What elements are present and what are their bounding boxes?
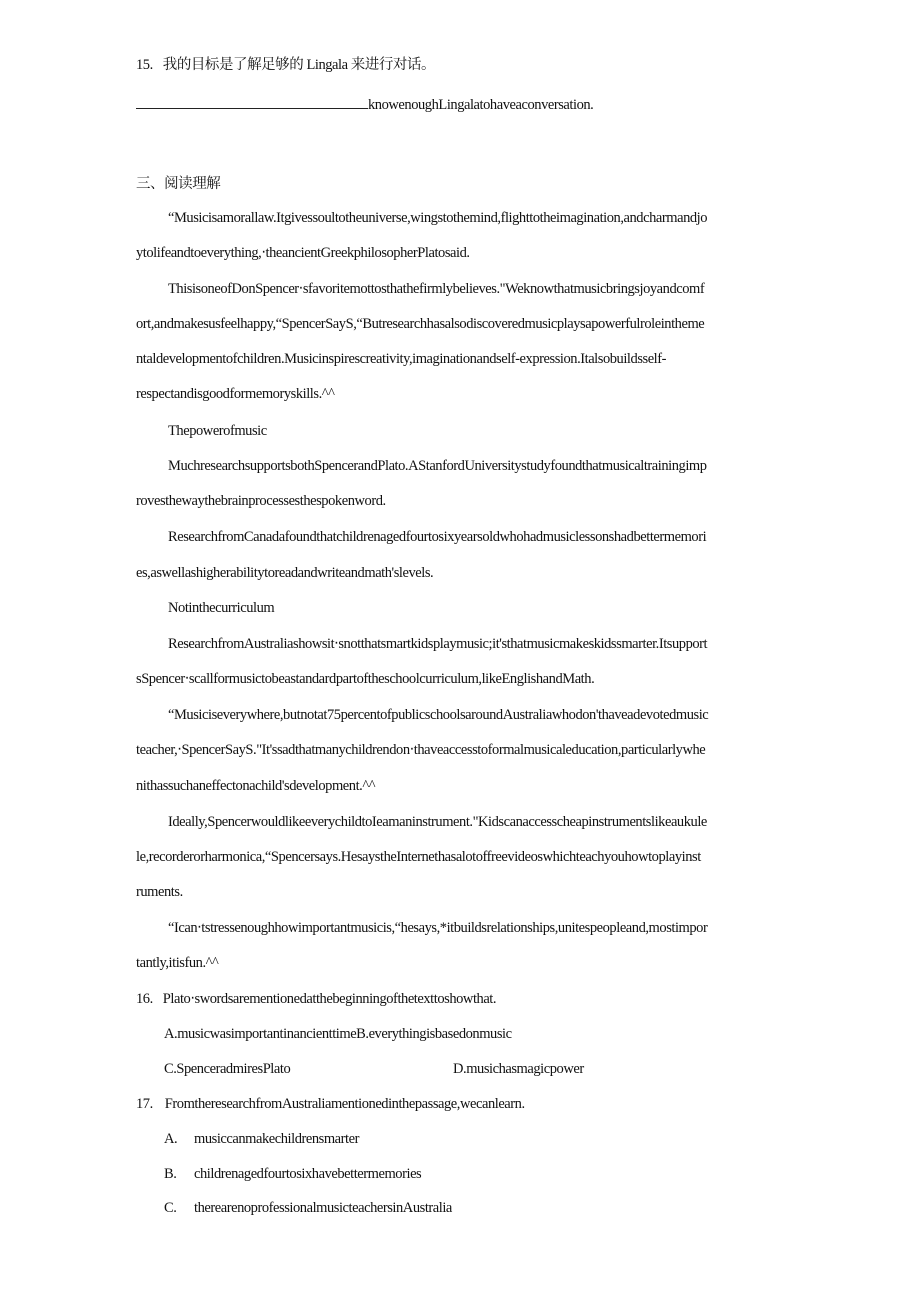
question-text: FromtheresearchfromAustraliamentionedinthepassage,wecanlearn. xyxy=(164,1096,525,1112)
passage-line: “Musiciseverywhere,butnotat75percentofpublicschoolsaroundAustraliawhodon'thaveadevotedmusic xyxy=(168,707,709,723)
passage-line: ThisisoneofDonSpencer‧sfavoritemottosthathefirmlybelieves."Weknowthatmusicbringsjoyandcomf xyxy=(168,281,705,297)
passage-line: “Ican‧tstressenoughhowimportantmusicis,“hesays,*itbuildsrelationships,unitespeopleand,mostimpor xyxy=(168,920,708,936)
option-letter: B. xyxy=(164,1166,177,1182)
passage-line: Ideally,SpencerwouldlikeeverychildtoIeamaninstrument."Kidscanaccesscheapinstrumentslikeaukule xyxy=(168,814,707,830)
passage-line: “Musicisamorallaw.Itgivessoultotheuniverse,wingstothemind,flighttotheimagination,andcharmandjo xyxy=(168,210,708,226)
passage-line: es,aswellashigherabilitytoreadandwriteandmath'slevels. xyxy=(136,565,434,581)
passage-line: le,recorderorharmonica,“Spencersays.HesaystheInternethasalotoffreevideoswhichteachyouhowtoplayinst xyxy=(136,849,701,865)
passage-line: ruments. xyxy=(136,884,183,900)
passage-line: MuchresearchsupportsbothSpencerandPlato.AStanfordUniversitystudyfoundthatmusicaltrainingimp xyxy=(168,458,707,474)
question-number: 17. xyxy=(136,1096,153,1112)
subheading-power-of-music: Thepowerofmusic xyxy=(168,423,267,439)
question-17-option-b[interactable] xyxy=(164,1164,421,1184)
passage-line: ResearchfromCanadafoundthatchildrenagedfourtosixyearsoldwhohadmusiclessonshadbettermemori xyxy=(168,529,707,545)
answer-suffix: knowenoughLingalatohaveaconversation. xyxy=(368,97,594,113)
subheading-not-in-curriculum: Notinthecurriculum xyxy=(168,600,275,616)
question-17-option-a[interactable] xyxy=(164,1129,359,1149)
option-text: musiccanmakechildrensmarter xyxy=(194,1131,359,1147)
question-number: 16. xyxy=(136,991,153,1007)
option-text: therearenoprofessionalmusicteachersinAustralia xyxy=(194,1200,452,1216)
passage-line: ResearchfromAustraliashowsit‧snotthatsmartkidsplaymusic;it'sthatmusicmakeskidssmarter.Itsupport xyxy=(168,636,708,652)
passage-line: ort,andmakesusfeelhappy,“SpencerSayS,“Butresearchhasalsodiscoveredmusicplaysapowerfulroleintheme xyxy=(136,316,705,332)
passage-line: respectandisgoodformemoryskills.^^ xyxy=(136,386,335,402)
question-16-option-d[interactable]: D.musichasmagicpower xyxy=(453,1061,584,1077)
question-17-option-c[interactable] xyxy=(164,1198,452,1218)
section-title: 三、阅读理解 xyxy=(136,176,221,192)
option-text: childrenagedfourtosixhavebettermemories xyxy=(194,1166,422,1182)
question-16-option-a-b[interactable]: A.musicwasimportantinancienttimeB.everythingisbasedonmusic xyxy=(164,1026,512,1042)
question-number: 15. xyxy=(136,57,153,73)
option-letter: C. xyxy=(164,1200,177,1216)
question-15-prompt xyxy=(136,55,435,75)
answer-blank[interactable] xyxy=(136,94,368,109)
question-text: Plato‧swordsarementionedatthebeginningofthetexttoshowthat. xyxy=(162,991,497,1007)
passage-line: ytolifeandtoeverything,‧theancientGreekphilosopherPlatosaid. xyxy=(136,245,470,261)
question-16-stem xyxy=(136,989,496,1009)
passage-line: ntaldevelopmentofchildren.Musicinspirescreativity,imaginationandself-expression.Italsobuildsself- xyxy=(136,351,667,367)
passage-line: rovesthewaythebrainprocessesthespokenword. xyxy=(136,493,386,509)
passage-line: sSpencer‧scallformusictobeastandardpartoftheschoolcurriculum,likeEnglishandMath. xyxy=(136,671,595,687)
passage-line: teacher,‧SpencerSayS."It'ssadthatmanychildrendon‧thaveaccesstoformalmusicaleducation,particularlywhe xyxy=(136,742,706,758)
question-text: 我的目标是了解足够的 Lingala 来进行对话。 xyxy=(162,57,436,73)
question-16-option-c[interactable]: C.SpenceradmiresPlato xyxy=(164,1061,291,1077)
passage-line: tantly,itisfun.^^ xyxy=(136,955,219,971)
option-letter: A. xyxy=(164,1131,178,1147)
passage-line: nithassuchaneffectonachild'sdevelopment.^^ xyxy=(136,778,376,794)
question-15-answer-line xyxy=(136,94,593,115)
question-17-stem xyxy=(136,1094,525,1114)
